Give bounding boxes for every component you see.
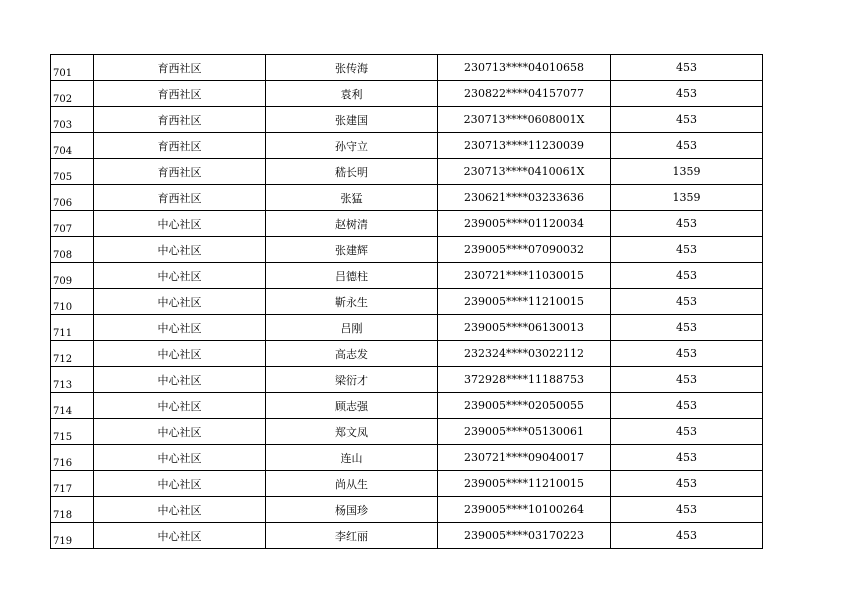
amount-cell: 453: [611, 133, 763, 159]
table-row: [51, 393, 763, 419]
person-name-cell: 张猛: [266, 185, 438, 211]
row-number-cell: 710: [51, 289, 94, 315]
person-name-cell: 孙守立: [266, 133, 438, 159]
row-number-cell: 711: [51, 315, 94, 341]
row-number-cell: 702: [51, 81, 94, 107]
row-number-cell: 715: [51, 419, 94, 445]
community-cell: 中心社区: [94, 237, 266, 263]
amount-cell: 453: [611, 263, 763, 289]
amount-cell: 453: [611, 471, 763, 497]
table-row: [51, 289, 763, 315]
row-number-cell: 712: [51, 341, 94, 367]
id-number-cell: 239005****03170223: [438, 523, 611, 549]
person-name-cell: 张建国: [266, 107, 438, 133]
row-number-cell: 709: [51, 263, 94, 289]
id-number-cell: 239005****11210015: [438, 471, 611, 497]
community-cell: 中心社区: [94, 523, 266, 549]
table-row: [51, 185, 763, 211]
id-number-cell: 239005****07090032: [438, 237, 611, 263]
community-cell: 育西社区: [94, 185, 266, 211]
community-cell: 中心社区: [94, 471, 266, 497]
id-number-cell: 239005****10100264: [438, 497, 611, 523]
table-row: [51, 81, 763, 107]
table-row: [51, 523, 763, 549]
id-number-cell: 230822****04157077: [438, 81, 611, 107]
amount-cell: 453: [611, 81, 763, 107]
person-name-cell: 尚从生: [266, 471, 438, 497]
row-number-cell: 718: [51, 497, 94, 523]
row-number-cell: 717: [51, 471, 94, 497]
table-row: [51, 471, 763, 497]
community-cell: 中心社区: [94, 419, 266, 445]
table-row: [51, 315, 763, 341]
person-name-cell: 连山: [266, 445, 438, 471]
person-name-cell: 袁利: [266, 81, 438, 107]
community-cell: 中心社区: [94, 497, 266, 523]
amount-cell: 1359: [611, 185, 763, 211]
id-number-cell: 239005****02050055: [438, 393, 611, 419]
amount-cell: 453: [611, 523, 763, 549]
id-number-cell: 230713****0608001X: [438, 107, 611, 133]
person-name-cell: 杨国珍: [266, 497, 438, 523]
amount-cell: 453: [611, 419, 763, 445]
amount-cell: 453: [611, 211, 763, 237]
person-name-cell: 嵇长明: [266, 159, 438, 185]
person-name-cell: 高志发: [266, 341, 438, 367]
row-number-cell: 713: [51, 367, 94, 393]
row-number-cell: 703: [51, 107, 94, 133]
person-name-cell: 李红丽: [266, 523, 438, 549]
community-cell: 中心社区: [94, 289, 266, 315]
person-name-cell: 张传海: [266, 55, 438, 81]
table-row: [51, 497, 763, 523]
row-number-cell: 701: [51, 55, 94, 81]
person-name-cell: 吕德柱: [266, 263, 438, 289]
row-number-cell: 707: [51, 211, 94, 237]
id-number-cell: 239005****05130061: [438, 419, 611, 445]
id-number-cell: 230621****03233636: [438, 185, 611, 211]
amount-cell: 453: [611, 55, 763, 81]
table-row: [51, 419, 763, 445]
amount-cell: 453: [611, 315, 763, 341]
community-cell: 中心社区: [94, 263, 266, 289]
person-name-cell: 梁衍才: [266, 367, 438, 393]
row-number-cell: 719: [51, 523, 94, 549]
id-number-cell: 239005****01120034: [438, 211, 611, 237]
table-row: [51, 445, 763, 471]
id-number-cell: 230713****0410061X: [438, 159, 611, 185]
row-number-cell: 705: [51, 159, 94, 185]
table-row: [51, 211, 763, 237]
row-number-cell: 708: [51, 237, 94, 263]
amount-cell: 453: [611, 289, 763, 315]
table-row: [51, 367, 763, 393]
table-row: [51, 341, 763, 367]
id-number-cell: 230713****11230039: [438, 133, 611, 159]
table-row: [51, 237, 763, 263]
community-cell: 中心社区: [94, 393, 266, 419]
amount-cell: 453: [611, 107, 763, 133]
id-number-cell: 239005****11210015: [438, 289, 611, 315]
records-table: [50, 54, 763, 549]
table-row: [51, 55, 763, 81]
row-number-cell: 716: [51, 445, 94, 471]
amount-cell: 453: [611, 367, 763, 393]
table-row: [51, 263, 763, 289]
id-number-cell: 239005****06130013: [438, 315, 611, 341]
community-cell: 育西社区: [94, 81, 266, 107]
id-number-cell: 230713****04010658: [438, 55, 611, 81]
person-name-cell: 顾志强: [266, 393, 438, 419]
row-number-cell: 714: [51, 393, 94, 419]
id-number-cell: 230721****11030015: [438, 263, 611, 289]
table-row: [51, 133, 763, 159]
person-name-cell: 吕刚: [266, 315, 438, 341]
amount-cell: 453: [611, 341, 763, 367]
table-row: [51, 107, 763, 133]
person-name-cell: 靳永生: [266, 289, 438, 315]
amount-cell: 453: [611, 237, 763, 263]
amount-cell: 453: [611, 445, 763, 471]
community-cell: 中心社区: [94, 367, 266, 393]
community-cell: 育西社区: [94, 107, 266, 133]
amount-cell: 453: [611, 497, 763, 523]
community-cell: 中心社区: [94, 315, 266, 341]
row-number-cell: 706: [51, 185, 94, 211]
community-cell: 育西社区: [94, 159, 266, 185]
community-cell: 中心社区: [94, 341, 266, 367]
community-cell: 中心社区: [94, 211, 266, 237]
community-cell: 中心社区: [94, 445, 266, 471]
person-name-cell: 郑文凤: [266, 419, 438, 445]
id-number-cell: 232324****03022112: [438, 341, 611, 367]
person-name-cell: 赵树清: [266, 211, 438, 237]
community-cell: 育西社区: [94, 55, 266, 81]
person-name-cell: 张建辉: [266, 237, 438, 263]
id-number-cell: 230721****09040017: [438, 445, 611, 471]
table-row: [51, 159, 763, 185]
row-number-cell: 704: [51, 133, 94, 159]
records-table-body: [51, 55, 763, 549]
community-cell: 育西社区: [94, 133, 266, 159]
id-number-cell: 372928****11188753: [438, 367, 611, 393]
amount-cell: 453: [611, 393, 763, 419]
amount-cell: 1359: [611, 159, 763, 185]
